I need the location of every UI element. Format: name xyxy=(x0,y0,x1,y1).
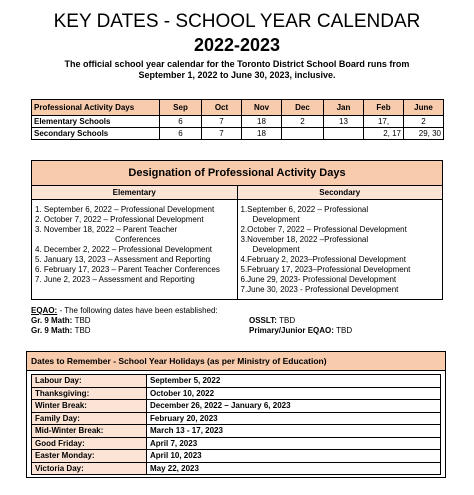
holiday-name: Victoria Day: xyxy=(32,462,147,475)
holiday-date: December 26, 2022 – January 6, 2023 xyxy=(147,400,441,413)
eqao-row xyxy=(31,326,443,336)
table-row xyxy=(32,425,441,438)
eqao-item xyxy=(249,316,295,326)
holiday-date: October 10, 2022 xyxy=(147,387,441,400)
table-cell: 18 xyxy=(242,116,282,128)
pa-header-row xyxy=(32,100,444,116)
table-cell: 13 xyxy=(324,116,364,128)
designation-body xyxy=(32,200,442,300)
holiday-name: Good Friday: xyxy=(32,437,147,450)
elementary-header: Elementary xyxy=(32,186,238,199)
list-item: 6.June 29, 2023- Professional Development xyxy=(240,275,397,284)
holiday-name: Mid-Winter Break: xyxy=(32,425,147,438)
holidays-inner xyxy=(27,371,445,477)
page-title: KEY DATES - SCHOOL YEAR CALENDAR xyxy=(53,11,421,32)
list-item: 1.September 6, 2022 – Professional xyxy=(240,205,369,214)
holiday-name: Thanksgiving: xyxy=(32,387,147,400)
pa-header-month: June xyxy=(404,100,444,116)
pa-header-month: Oct xyxy=(202,100,242,116)
list-item: 3.November 18, 2022 –Professional xyxy=(240,235,369,244)
pa-header-label: Professional Activity Days xyxy=(32,100,160,116)
table-cell: 2 xyxy=(404,116,444,128)
table-cell: 18 xyxy=(242,128,282,140)
eqao-heading: EQAO: xyxy=(31,306,58,315)
table-row xyxy=(32,116,444,128)
table-cell xyxy=(282,128,324,140)
eqao-row xyxy=(31,316,443,326)
list-item: 4. December 2, 2022 – Professional Development xyxy=(35,245,212,254)
list-item-continued: Conferences xyxy=(115,235,161,244)
pa-header-month: Nov xyxy=(242,100,282,116)
pa-days-table xyxy=(31,99,444,140)
table-row xyxy=(32,412,441,425)
list-item: 7. June 2, 2023 – Assessment and Reporting xyxy=(35,275,195,284)
school-year: 2022-2023 xyxy=(193,35,281,55)
list-item-continued: Development xyxy=(252,245,300,254)
pa-header-month: Dec xyxy=(282,100,324,116)
holiday-date: March 13 - 17, 2023 xyxy=(147,425,441,438)
list-item: 3. November 18, 2022 – Parent Teacher xyxy=(35,225,178,234)
list-item: 2. October 7, 2022 – Professional Development xyxy=(35,215,204,224)
eqao-label: Gr. 9 Math: xyxy=(31,326,73,335)
holiday-name: Winter Break: xyxy=(32,400,147,413)
table-cell: 7 xyxy=(202,128,242,140)
eqao-value: TBD xyxy=(74,326,91,335)
intro-text: The official school year calendar for the Toronto District School Board runs from September 1, 2022 to June 30, 2023, inclusive. xyxy=(64,59,410,80)
table-cell: 6 xyxy=(160,116,202,128)
table-row xyxy=(32,450,441,463)
secondary-list xyxy=(238,200,443,300)
row-label: Elementary Schools xyxy=(32,116,160,128)
table-row xyxy=(32,128,444,140)
eqao-label: Primary/Junior EQAO: xyxy=(249,326,334,335)
secondary-header: Secondary xyxy=(319,188,361,197)
list-item: 5.February 17, 2023–Professional Development xyxy=(240,265,411,274)
list-item: 7.June 30, 2023 - Professional Development xyxy=(240,285,399,294)
holidays-box xyxy=(26,351,446,478)
eqao-value: TBD xyxy=(336,326,353,335)
holiday-date: April 10, 2023 xyxy=(147,450,441,463)
table-cell: 6 xyxy=(160,128,202,140)
eqao-label: OSSLT: xyxy=(249,316,277,325)
list-item: 6. February 17, 2023 – Parent Teacher Conferences xyxy=(35,265,220,274)
list-item: 1. September 6, 2022 – Professional Development xyxy=(35,205,215,214)
holiday-date: September 5, 2022 xyxy=(147,375,441,388)
table-cell: 7 xyxy=(202,116,242,128)
eqao-label: Gr. 9 Math: xyxy=(31,316,73,325)
holidays-table xyxy=(31,374,441,475)
eqao-section xyxy=(31,306,443,336)
list-item: 4.February 2, 2023–Professional Development xyxy=(240,255,406,264)
eqao-value: TBD xyxy=(279,316,296,325)
designation-box xyxy=(31,160,443,300)
row-label: Secondary Schools xyxy=(32,128,160,140)
list-item: 2.October 7, 2022 – Professional Development xyxy=(240,225,407,234)
table-cell: 2, 17 xyxy=(364,128,404,140)
holiday-date: February 20, 2023 xyxy=(147,412,441,425)
list-item: 5. January 13, 2023 – Assessment and Reporting xyxy=(35,255,211,264)
pa-header-month: Sep xyxy=(160,100,202,116)
eqao-item xyxy=(31,316,249,326)
eqao-value: TBD xyxy=(74,316,91,325)
holiday-date: May 22, 2023 xyxy=(147,462,441,475)
holiday-name: Easter Monday: xyxy=(32,450,147,463)
designation-title: Designation of Professional Activity Days xyxy=(32,161,442,186)
eqao-item xyxy=(249,326,352,336)
list-item-continued: Development xyxy=(252,215,300,224)
holiday-name: Family Day: xyxy=(32,412,147,425)
designation-column-headers xyxy=(32,186,442,200)
elementary-list xyxy=(32,200,238,300)
table-row xyxy=(32,387,441,400)
eqao-item xyxy=(31,326,249,336)
table-cell: 2 xyxy=(282,116,324,128)
table-row xyxy=(32,437,441,450)
table-row xyxy=(32,400,441,413)
table-cell xyxy=(324,128,364,140)
table-row xyxy=(32,375,441,388)
pa-header-month: Jan xyxy=(324,100,364,116)
pa-header-month: Feb xyxy=(364,100,404,116)
eqao-intro: - The following dates have been established: xyxy=(59,306,218,315)
holiday-name: Labour Day: xyxy=(32,375,147,388)
holiday-date: April 7, 2023 xyxy=(147,437,441,450)
eqao-intro-line xyxy=(31,306,443,316)
table-cell: 17, xyxy=(364,116,404,128)
holidays-title: Dates to Remember - School Year Holidays (as per Ministry of Education) xyxy=(27,352,445,371)
table-cell: 29, 30 xyxy=(404,128,444,140)
table-row xyxy=(32,462,441,475)
